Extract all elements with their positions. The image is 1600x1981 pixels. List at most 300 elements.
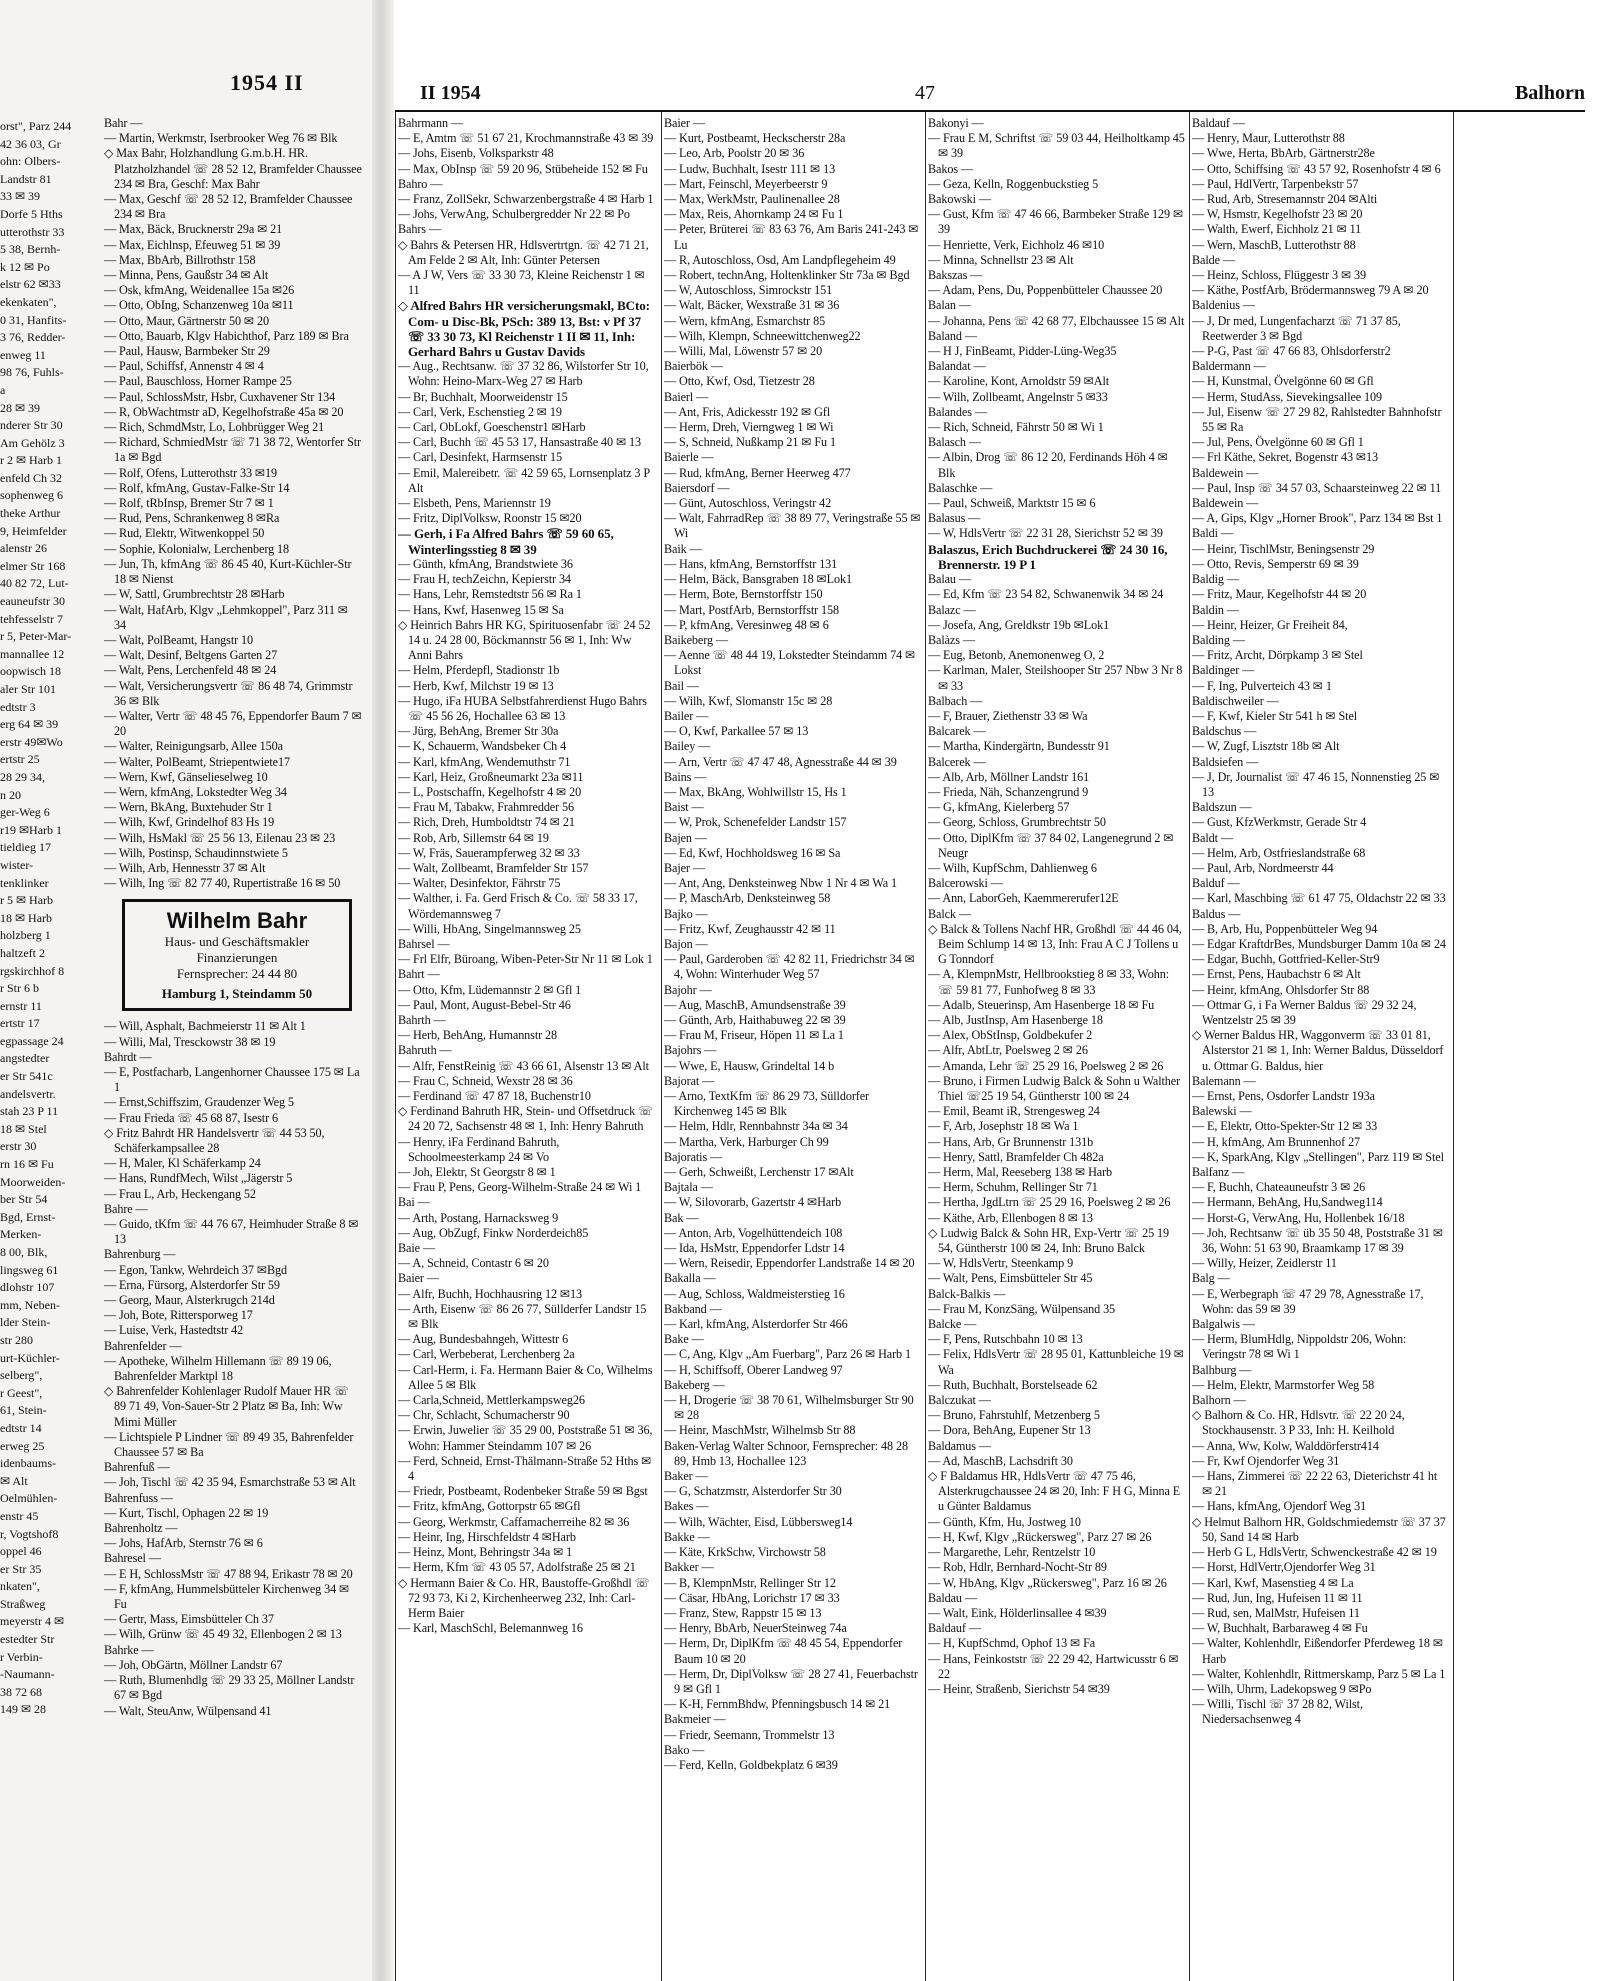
directory-entry: — Carl, Buchh ☏ 45 53 17, Hansastraße 40 ✉ 13 [398, 435, 641, 450]
directory-entry: — Herm, StudAss, Sievekingsallee 109 [1192, 389, 1383, 404]
left-page-fragment: 98 76, Fuhls- [0, 365, 64, 380]
directory-entry: Bahrenfuß — [104, 1460, 170, 1475]
directory-entry: — Adalb, Steuerinsp, Am Hasenberge 18 ✉ Fu [928, 997, 1155, 1012]
left-page-fragment: 61, Stein- [0, 1403, 47, 1418]
directory-entry: — Frau M, Tabakw, Frahmredder 56 [398, 800, 575, 815]
directory-entry: Bahrt — [398, 967, 440, 982]
directory-entry: Balau — [928, 572, 971, 587]
directory-entry: Balcke — [928, 1317, 977, 1332]
directory-entry: — Wilh, HsMakl ☏ 25 56 13, Eilenau 23 ✉ 23 [104, 830, 336, 845]
left-page-fragment: utterothstr 33 [0, 224, 65, 239]
directory-entry: Bakmeier — [664, 1712, 726, 1727]
directory-entry: — Georg, Werkmstr, Caffamacherreihe 82 ✉ 36 [398, 1514, 630, 1529]
left-page-fragment: haltzeft 2 [0, 945, 45, 960]
directory-entry: Bahrenholtz — [104, 1521, 178, 1536]
directory-entry: Bakszas — [928, 268, 983, 283]
directory-entry: — Ann, LaborGeh, Kaemmererufer12E [928, 891, 1119, 906]
directory-entry: — L, Postschaffn, Kegelhofstr 4 ✉ 20 [398, 784, 582, 799]
directory-entry: — Karl, Maschbing ☏ 61 47 75, Oldachstr 22 ✉ 33 [1192, 891, 1446, 906]
directory-entry: — Alfr, Buchh, Hochhausring 12 ✉13 [398, 1286, 583, 1301]
directory-entry: — Joh, Bote, Rittersporweg 17 [104, 1308, 253, 1323]
left-page-fragment: oopwisch 18 [0, 664, 61, 679]
left-page-fragment: wister- [0, 857, 34, 872]
directory-entry: — Wilh, Ing ☏ 82 77 40, Rupertistraße 16 ✉ 50 [104, 876, 341, 891]
directory-entry: — Gertr, Mass, Eimsbütteler Ch 37 [104, 1612, 274, 1627]
directory-entry: Baldauf — [1192, 116, 1245, 130]
directory-entry: — H, kfmAng, Am Brunnenhof 27 [1192, 1134, 1361, 1149]
book-gutter [372, 0, 394, 1981]
left-page-fragment: 33 ✉ 39 [0, 189, 41, 204]
directory-entry: — Aug, Bundesbahngeh, Wittestr 6 [398, 1332, 569, 1347]
directory-entry: Baier — [664, 116, 705, 130]
directory-entry: — Joh, ObGärtn, Möllner Landstr 67 [104, 1657, 283, 1672]
directory-entry: — R, ObWachtmstr aD, Kegelhofstraße 45a ✉ 20 [104, 404, 344, 419]
left-page-fragment: estedter Str [0, 1632, 55, 1647]
directory-entry: — Gerh, i Fa Alfred Bahrs ☏ 59 60 65, Winterlingsstieg 8 ✉ 39 [398, 526, 614, 557]
left-page-fragment: erweg 25 [0, 1438, 45, 1453]
directory-entry: — Günt, Autoschloss, Veringstr 42 [664, 496, 832, 511]
directory-entry: — Georg, Maur, Alsterkrugch 214d [104, 1293, 275, 1308]
advertisement-box [122, 899, 352, 1011]
directory-entry: — H J, FinBeamt, Pidder-Lüng-Weg35 [928, 344, 1117, 359]
left-page-fragment: Am Gehölz 3 [0, 435, 65, 450]
directory-entry: — Max, Reis, Ahornkamp 24 ✉ Fu 1 [664, 207, 844, 222]
directory-entry: Baldamus — [928, 1438, 991, 1453]
directory-entry: Balcarek — [928, 724, 986, 739]
directory-entry: — Kurt, Postbeamt, Heckscherstr 28a [664, 131, 846, 146]
directory-entry: — Rud, Arb, Stresemannstr 204 ✉Alti [1192, 192, 1378, 207]
directory-entry: Bahr — [104, 116, 143, 130]
directory-entry: Bako — [664, 1742, 705, 1757]
directory-entry: — Jürg, BehAng, Bremer Str 30a [398, 724, 559, 739]
directory-entry: — Gust, Kfm ☏ 47 46 66, Barmbeker Straße 129 ✉ 39 [928, 207, 1184, 237]
directory-entry: Bajko — [664, 906, 708, 921]
left-page-fragment: Merken- [0, 1227, 42, 1242]
left-page-fragment: r, Vogtshof8 [0, 1526, 59, 1541]
directory-entry: — Henriette, Verk, Eichholz 46 ✉10 [928, 237, 1105, 252]
left-page-fragment: r Geest", [0, 1385, 43, 1400]
directory-entry: — Karoline, Kont, Arnoldstr 59 ✉Alt [928, 374, 1110, 389]
directory-entry: — Karl, Heiz, Großneumarkt 23a ✉11 [398, 769, 584, 784]
left-page-fragment: 0 31, Hanfits- [0, 312, 67, 327]
directory-entry: — Carl, Verk, Eschenstieg 2 ✉ 19 [398, 404, 562, 419]
directory-entry: — Frau M, Friseur, Höpen 11 ✉ La 1 [664, 1028, 844, 1043]
left-page-fragment: a [0, 382, 6, 397]
directory-entry: — Paul, Bauschloss, Horner Rampe 25 [104, 374, 292, 389]
directory-entry: — Herm, Dreh, Vierngweg 1 ✉ Wi [664, 420, 834, 435]
directory-entry: — Ludw, Buchhalt, Isestr 111 ✉ 13 [664, 161, 836, 176]
directory-entry: — Helm, Arb, Ostfrieslandstraße 68 [1192, 845, 1366, 860]
directory-entry: ◇ Bahrenfelder Kohlenlager Rudolf Mauer HR ☏ 89 71 49, Von-Sauer-Str 2 Platz ✉ Ba, Inh: Ww Mimi Müller [104, 1384, 349, 1429]
directory-entry: — Herm, Schuhm, Rellinger Str 71 [928, 1180, 1098, 1195]
directory-entry: — W, HdlsVertr ☏ 22 31 28, Sierichstr 52 ✉ 39 [928, 526, 1163, 541]
directory-entry: — Carl, Werbeberat, Lerchenberg 2a [398, 1347, 575, 1362]
left-page-fragment: eauneufstr 30 [0, 594, 65, 609]
directory-entry: Bakos — [928, 161, 974, 176]
left-page-fragment: idenbaums- [0, 1456, 56, 1471]
directory-entry: — Wilh, Kwf, Slomanstr 15c ✉ 28 [664, 693, 833, 708]
directory-entry: — G, kfmAng, Kielerberg 57 [928, 800, 1070, 815]
directory-entry: — Willi, HbAng, Singelmannsweg 25 [398, 921, 581, 936]
directory-entry: Balck-Balkis — [928, 1286, 1006, 1301]
directory-entry: ◇ Ferdinand Bahruth HR, Stein- und Offsetdruck ☏ 24 20 72, Sachsenstr 48 ✉ 1, Inh: Henry Bahruth [398, 1104, 654, 1134]
directory-entry: — Br, Buchhalt, Moorweidenstr 15 [398, 389, 568, 404]
left-page-fragment: mannallee 12 [0, 646, 65, 661]
directory-entry: Bains — [664, 769, 707, 784]
directory-entry: — Hertha, JgdLtrn ☏ 25 29 16, Poelsweg 2 ✉ 26 [928, 1195, 1171, 1210]
directory-entry: — Helm, Elektr, Marmstorfer Weg 58 [1192, 1377, 1375, 1392]
directory-entry: — Otto, Kfm, Lüdemannstr 2 ✉ Gfl 1 [398, 982, 582, 997]
directory-entry: — Walter, Reinigungsarb, Allee 150a [104, 739, 283, 754]
directory-entry: — F, Buchh, Chateauneufstr 3 ✉ 26 [1192, 1180, 1366, 1195]
directory-entry: Baik — [664, 541, 702, 556]
directory-entry: — Otto, DiplKfm ☏ 37 84 02, Langenegrund 2 ✉ Neugr [928, 830, 1174, 860]
left-page-fragment: 8 00, Blk, [0, 1245, 48, 1259]
directory-entry: — Wilh, KupfSchm, Dahlienweg 6 [928, 860, 1097, 875]
directory-entry: — Martin, Werkmstr, Iserbrooker Weg 76 ✉ Blk [104, 131, 338, 146]
left-page-fragment: 28 29 34, [0, 769, 45, 784]
directory-entry: — Otto, ObIng, Schanzenweg 10a ✉11 [104, 298, 294, 313]
directory-entry: Baldinger — [1192, 663, 1255, 678]
directory-entry: — H, Kunstmal, Övelgönne 60 ✉ Gfl [1192, 374, 1374, 389]
left-page-fragment: ✉ Alt [0, 1473, 28, 1488]
directory-entry: — Walt, HafArb, Klgv „Lehmkoppel", Parz 311 ✉ 34 [104, 602, 348, 632]
ad-name: Wilhelm Bahr [166, 908, 308, 934]
left-page-fragment: enfeld Ch 32 [0, 470, 62, 485]
directory-entry: — Hans, RundfMech, Wilst „Jägerstr 5 [104, 1171, 293, 1186]
directory-entry: — Walter, Vertr ☏ 48 45 76, Eppendorfer Baum 7 ✉ 20 [104, 708, 362, 739]
left-page-fragment: 40 82 72, Lut- [0, 576, 69, 591]
left-page-fragment: dlohstr 107 [0, 1280, 55, 1295]
directory-entry: — Ad, MaschB, Lachsdrift 30 [928, 1453, 1073, 1468]
directory-entry: — Karl, kfmAng, Alsterdorfer Str 466 [664, 1317, 848, 1332]
directory-column-4 [928, 116, 1186, 1697]
directory-entry: ◇ Ludwig Balck & Sohn HR, Exp-Vertr ☏ 25 19 54, Güntherstr 100 ✉ 24, Inh: Bruno Balck [928, 1225, 1170, 1256]
directory-entry: — Herb, BehAng, Humannstr 28 [398, 1028, 558, 1043]
directory-entry: — Franz, ZollSekr, Schwarzenbergstraße 4 ✉ Harb 1 [398, 192, 654, 207]
directory-entry: Bakker — [664, 1560, 714, 1575]
directory-entry: — Alb, JustInsp, Am Hasenberge 18 [928, 1012, 1103, 1027]
directory-entry: Balazc — [928, 602, 976, 617]
directory-entry: — Rolf, Ofens, Lutterothstr 33 ✉19 [104, 465, 278, 480]
directory-entry: — F, kfmAng, Hummelsbütteler Kirchenweg 34 ✉ Fu [104, 1581, 350, 1612]
directory-entry: Balhorn — [1192, 1393, 1246, 1408]
directory-entry: Baiersdorf — [664, 480, 730, 495]
left-page-fragment: ekenkaten", [0, 294, 57, 309]
column-rule [661, 112, 662, 1981]
directory-entry: Baikeberg — [664, 632, 728, 647]
directory-entry: Bajon — [664, 936, 708, 951]
directory-entry: Bahrenfuss — [104, 1490, 173, 1505]
directory-entry: — Jul, Eisenw ☏ 27 29 82, Rahlstedter Bahnhofstr 55 ✉ Ra [1192, 404, 1442, 435]
ad-line: Haus- und Geschäftsmakler [164, 934, 310, 950]
directory-entry: Bak — [664, 1210, 699, 1225]
directory-entry: — Helm, Pferdepfl, Stadionstr 1b [398, 663, 560, 678]
directory-entry: — Fr, Kwf Ojendorfer Weg 31 [1192, 1453, 1340, 1468]
left-page-fragment: ernstr 11 [0, 998, 42, 1013]
directory-entry: Balde — [1192, 252, 1235, 267]
directory-entry: Balbach — [928, 693, 983, 708]
directory-entry: — W, Fräs, Sauerampferweg 32 ✉ 33 [398, 845, 580, 860]
directory-entry: — Mart, Feinschl, Meyerbeerstr 9 [664, 176, 828, 191]
directory-entry: Bajoratis — [664, 1149, 723, 1164]
directory-entry: — Frau Frieda ☏ 45 68 87, Isestr 6 [104, 1110, 278, 1125]
left-page-fragment: er Str 541c [0, 1069, 53, 1084]
directory-entry: Balan — [928, 298, 971, 313]
directory-entry: — Joh, Tischl ☏ 42 35 94, Esmarchstraße 53 ✉ Alt [104, 1475, 356, 1490]
directory-entry: — Karl, Kwf, Masenstieg 4 ✉ La [1192, 1575, 1354, 1590]
directory-entry: — Jul, Pens, Övelgönne 60 ✉ Gfl 1 [1192, 435, 1364, 450]
left-page-fragment: lingsweg 61 [0, 1262, 59, 1277]
directory-entry: — Ruth, Buchhalt, Borstelseade 62 [928, 1377, 1098, 1392]
left-page-fragment: erg 64 ✉ 39 [0, 717, 59, 732]
directory-entry: — Johs, HafArb, Sternstr 76 ✉ 6 [104, 1536, 263, 1551]
directory-entry: Balandat — [928, 359, 986, 374]
directory-entry: — Rolf, kfmAng, Gustav-Falke-Str 14 [104, 480, 290, 495]
directory-entry: Bail — [664, 678, 699, 693]
directory-entry: ◇ Balhorn & Co. HR, Hdlsvtr. ☏ 22 20 24, Stockhausenstr. 3 P 33, Inh: H. Keilhold [1192, 1408, 1405, 1438]
directory-entry: — Walther, i. Fa. Gerd Frisch & Co. ☏ 58 33 17, Wördemannsweg 7 [398, 891, 638, 921]
left-page-fragment: 149 ✉ 28 [0, 1702, 47, 1717]
directory-entry: Balhburg — [1192, 1362, 1252, 1377]
directory-entry: — Aug, Schloss, Waldmeisterstieg 16 [664, 1286, 845, 1301]
directory-entry: — Günth, Kfm, Hu, Jostweg 10 [928, 1514, 1081, 1529]
directory-entry: — G, Schatzmstr, Alsterdorfer Str 30 [664, 1484, 842, 1499]
directory-entry: — Joh, Rechtsanw ☏ üb 35 50 48, Poststraße 31 ✉ 36, Wohn: 51 63 90, Braamkamp 17 ✉ 39 [1192, 1225, 1443, 1256]
left-page-fragment: -Naumann- [0, 1667, 55, 1682]
ad-line: Fernsprecher: 24 44 80 [176, 966, 298, 982]
directory-entry: ◇ Alfred Bahrs HR versicherungsmakl, BCto: Com- u Disc-Bk, PSch: 389 13, Bst: v Pf 37 ☏ 33 30 73, Kl Reichenstr 1 II ✉ 11, Inh: Gerhard Bahrs u Gustav Davids [398, 298, 650, 360]
directory-entry: — A, KlempnMstr, Hellbrookstieg 8 ✉ 33, Wohn: ☏ 59 81 77, Funhofweg 8 ✉ 33 [928, 967, 1169, 997]
directory-entry: — Ida, HsMstr, Eppendorfer Ldstr 14 [664, 1241, 845, 1256]
directory-entry: Balemann — [1192, 1073, 1256, 1088]
directory-entry: — Frau M, KonzSäng, Wülpensand 35 [928, 1301, 1116, 1316]
directory-entry: ◇ Balck & Tollens Nachf HR, Großhdl ☏ 44 46 04, Beim Schlump 14 ✉ 13, Inh: Frau A C J Tollens u G Tonndorf [928, 921, 1182, 967]
directory-entry: — S, Schneid, Nußkamp 21 ✉ Fu 1 [664, 435, 836, 450]
directory-entry: — Ottmar G, i Fa Werner Baldus ☏ 29 32 24, Wentzelstr 25 ✉ 39 [1192, 997, 1417, 1027]
left-page-fragment: 18 ✉ Stel [0, 1121, 47, 1136]
directory-entry: — Wern, kfmAng, Lokstedter Weg 34 [104, 784, 287, 799]
directory-entry: Baierle — [664, 450, 714, 465]
directory-entry: — Carla,Schneid, Mettlerkampsweg26 [398, 1393, 585, 1408]
left-page-fragment: erstr 30 [0, 1139, 37, 1154]
directory-entry: — Walt, PolBeamt, Hangstr 10 [104, 632, 254, 647]
directory-entry: — Arth, Eisenw ☏ 86 26 77, Süllderfer Landstr 15 ✉ Blk [398, 1301, 647, 1332]
directory-entry: ◇ Max Bahr, Holzhandlung G.m.b.H. HR. Platzholzhandel ☏ 28 52 12, Bramfelder Chaussee 234 ✉ Bra, Geschf: Max Bahr [104, 146, 362, 191]
directory-entry: — Rud, Pens, Schrankenweg 8 ✉Ra [104, 511, 280, 526]
directory-entry: — Margarethe, Lehr, Rentzelstr 10 [928, 1545, 1096, 1560]
directory-entry: — Otto, Bauarb, Klgv Habichthof, Parz 189 ✉ Bra [104, 328, 349, 343]
directory-entry: — Wilh, Uhrm, Ladekopsweg 9 ✉Po [1192, 1681, 1372, 1696]
directory-entry: — Alfr, FenstReinig ☏ 43 66 61, Alsenstr 13 ✉ Alt [398, 1058, 649, 1073]
directory-entry: Baldszun — [1192, 800, 1252, 815]
left-page-fragment: r19 ✉Harb 1 [0, 822, 63, 837]
directory-entry: Bakband — [664, 1301, 722, 1316]
left-page-fragment: meyerstr 4 ✉ [0, 1614, 65, 1629]
directory-entry: — H, Schiffsoff, Oberer Landweg 97 [664, 1362, 843, 1377]
directory-entry: Balg — [1192, 1271, 1230, 1286]
left-page-fragment: rgskirchhof 8 [0, 963, 65, 978]
directory-entry: — W, Autoschloss, Simrockstr 151 [664, 283, 833, 298]
directory-entry: — Günth, kfmAng, Brandstwiete 36 [398, 556, 573, 571]
directory-entry: — Aug, MaschB, Amundsenstraße 39 [664, 997, 846, 1012]
left-page-fragment: orst", Parz 244 [0, 119, 72, 133]
directory-entry: — E, Elektr, Otto-Spekter-Str 12 ✉ 33 [1192, 1119, 1378, 1134]
directory-entry: — Rud, kfmAng, Berner Heerweg 477 [664, 465, 851, 480]
directory-entry: — Helm, Hdlr, Rennbahnstr 34a ✉ 34 [664, 1119, 848, 1134]
directory-entry: ◇ F Baldamus HR, HdlsVertr ☏ 47 75 46, Alsterkrugchaussee 24 ✉ 20, Inh: F H G, Minna E u Günter Baldamus [928, 1469, 1181, 1514]
directory-entry: — Joh, Elektr, St Georgstr 8 ✉ 1 [398, 1165, 556, 1180]
directory-entry: — A J W, Vers ☏ 33 30 73, Kleine Reichenstr 1 ✉ 11 [398, 268, 645, 298]
directory-entry: — Frieda, Näh, Schanzengrund 9 [928, 784, 1089, 799]
left-page-fragment: 9, Heimfelder [0, 523, 67, 538]
directory-entry: Bahrdt — [104, 1049, 152, 1064]
left-page-fragment: edtstr 14 [0, 1420, 42, 1435]
directory-entry: Bahrmann — [398, 116, 464, 130]
directory-entry: — P, MaschArb, Denksteinweg 58 [664, 891, 831, 906]
directory-entry: Bailer — [664, 708, 709, 723]
directory-entry: ◇ Werner Baldus HR, Waggonverm ☏ 33 01 81, Alsterstor 21 ✉ 1, Inh: Werner Baldus, Düsseldorf u. Ottmar G. Baldus, hier [1192, 1028, 1444, 1073]
directory-entry: — Cäsar, HbAng, Lorichstr 17 ✉ 33 [664, 1590, 840, 1605]
directory-entry: — Rolf, tRbInsp, Bremer Str 7 ✉ 1 [104, 496, 274, 511]
directory-entry: — F, Kwf, Kieler Str 541 h ✉ Stel [1192, 708, 1358, 723]
directory-entry: — Ernst, Pens, Haubachstr 6 ✉ Alt [1192, 967, 1361, 982]
directory-entry: — Gust, KfzWerkmstr, Gerade Str 4 [1192, 815, 1367, 830]
directory-entry: Bake — [664, 1332, 704, 1347]
directory-entry: — Egon, Tankw, Wehrdeich 37 ✉Bgd [104, 1262, 287, 1277]
left-page-fragment: r 5, Peter-Mar- [0, 629, 72, 644]
directory-entry: — Otto, Kwf, Osd, Tietzestr 28 [664, 374, 815, 389]
directory-entry: — Willi, Tischl ☏ 37 28 82, Wilst, Niedersachsenweg 4 [1192, 1697, 1363, 1727]
directory-entry: — Martha, Verk, Harburger Ch 99 [664, 1134, 829, 1149]
directory-entry: — E, Amtm ☏ 51 67 21, Krochmannstraße 43 ✉ 39 [398, 131, 654, 146]
left-page-fragment: ber Str 54 [0, 1192, 48, 1207]
directory-entry: — Walt, Pens, Eimsbütteler Str 45 [928, 1271, 1093, 1286]
directory-entry: — Walt, Desinf, Beltgens Garten 27 [104, 648, 278, 663]
directory-entry: — O, Kwf, Parkallee 57 ✉ 13 [664, 724, 809, 739]
directory-entry: — Frl Elfr, Büroang, Wiben-Peter-Str Nr 11 ✉ Lok 1 [398, 952, 653, 967]
directory-entry: — Wilh, Zollbeamt, Angelnstr 5 ✉33 [928, 389, 1108, 404]
left-page-fragment: 42 36 03, Gr [0, 136, 61, 151]
directory-entry: — Luise, Verk, Hastedtstr 42 [104, 1323, 244, 1338]
directory-entry: Baldermann — [1192, 359, 1266, 374]
directory-entry: — Herm, Mal, Reeseberg 138 ✉ Harb [928, 1165, 1113, 1180]
directory-entry: — Will, Asphalt, Bachmeierstr 11 ✉ Alt 1 [104, 1019, 306, 1034]
left-page-fragment: edtstr 3 [0, 699, 36, 714]
directory-entry: — Walter, Kohlenhdlr, Rittmerskamp, Parz 5 ✉ La 1 [1192, 1666, 1446, 1681]
directory-entry: — Arno, TextKfm ☏ 86 29 73, Sülldorfer Kirchenweg 145 ✉ Blk [664, 1089, 870, 1119]
directory-entry: — Hugo, iFa HUBA Selbstfahrerdienst Hugo Bahrs ☏ 45 56 26, Hochallee 63 ✉ 13 [398, 693, 647, 723]
directory-entry: Baken-Verlag Walter Schnoor, Fernsprecher: 48 28 89, Hmb 13, Hochallee 123 [664, 1438, 908, 1468]
left-page-fragment: enstr 45 [0, 1508, 39, 1523]
directory-entry: — Frau E M, Schriftst ☏ 59 03 44, Heilholtkamp 45 ✉ 39 [928, 131, 1185, 161]
directory-entry: — Willi, Mal, Löwenstr 57 ✉ 20 [664, 344, 823, 359]
directory-entry: — W, Zugf, Lisztstr 18b ✉ Alt [1192, 739, 1340, 754]
directory-entry: Bajohr — [664, 982, 712, 997]
directory-entry: — Ed, Kfm ☏ 23 54 82, Schwanenwik 34 ✉ 24 [928, 587, 1164, 602]
left-page-fragment: 38 72 68 [0, 1684, 42, 1699]
directory-entry: — E, Postfacharb, Langenhorner Chaussee 175 ✉ La 1 [104, 1064, 360, 1095]
directory-entry: — Paul, Schiffsf, Annenstr 4 ✉ 4 [104, 359, 264, 374]
directory-entry: Balcerek — [928, 754, 986, 769]
left-page-fragment: enweg 11 [0, 347, 46, 362]
directory-entry: Bahresel — [104, 1551, 161, 1566]
directory-entry: — Paul, Insp ☏ 34 57 03, Schaarsteinweg 22 ✉ 11 [1192, 480, 1442, 495]
directory-entry: — Fritz, Kwf, Zeughausstr 42 ✉ 11 [664, 921, 836, 936]
directory-entry: — Rob, Arb, Sillemstr 64 ✉ 19 [398, 830, 549, 845]
left-page-fragment: aler Str 101 [0, 682, 56, 696]
directory-entry: — Heinz, Mont, Behringstr 34a ✉ 1 [398, 1545, 573, 1560]
directory-entry: Balcerowski — [928, 876, 1003, 891]
directory-entry: — Martha, Kindergärtn, Bundesstr 91 [928, 739, 1110, 754]
directory-entry: — Walth, Ewerf, Eichholz 21 ✉ 11 [1192, 222, 1362, 237]
directory-entry: — A, Schneid, Contastr 6 ✉ 20 [398, 1256, 549, 1271]
directory-entry: — Wilh, Postinsp, Schaudinnstwiete 5 [104, 845, 288, 860]
left-page-fragment: elmer Str 168 [0, 558, 66, 573]
directory-entry: — K, SparkAng, Klgv „Stellingen", Parz 119 ✉ Stel [1192, 1149, 1444, 1164]
directory-entry: — Alex, ObStInsp, Goldbekufer 2 [928, 1028, 1093, 1043]
directory-entry: — Fritz, Maur, Kegelhofstr 44 ✉ 20 [1192, 587, 1367, 602]
directory-entry: — Walt, SteuAnw, Wülpensand 41 [104, 1703, 272, 1718]
left-page-fragment: mm, Neben- [0, 1297, 60, 1312]
directory-entry: — Georg, Schloss, Grumbrechtstr 50 [928, 815, 1106, 830]
directory-entry: — Erna, Fürsorg, Alsterdorfer Str 59 [104, 1277, 280, 1292]
directory-column-1 [104, 116, 362, 1719]
left-page-fragment: ertstr 17 [0, 1016, 40, 1031]
directory-entry: Balàzs — [928, 632, 975, 647]
directory-entry: — Rich, Dreh, Humboldtstr 74 ✉ 21 [398, 815, 575, 830]
directory-entry: Baier — [398, 1271, 439, 1286]
directory-entry: Bahrs — [398, 222, 441, 237]
directory-entry: — Ernst, Pens, Osdorfer Landstr 193a [1192, 1089, 1375, 1103]
directory-entry: — Wwe, E, Hausw, Grindeltal 14 b [664, 1058, 835, 1073]
directory-entry: — Max, BkAng, Wohlwillstr 15, Hs 1 [664, 784, 847, 799]
directory-entry: — Ant, Fris, Adickesstr 192 ✉ Gfl [664, 404, 831, 419]
column-rule [925, 112, 926, 1981]
directory-entry: Bahrke — [104, 1642, 154, 1657]
directory-entry: — Herm, Dr, DiplVolksw ☏ 28 27 41, Feuerbachstr 9 ✉ Gfl 1 [664, 1666, 918, 1696]
left-page-fragment: tieldieg 17 [0, 840, 51, 855]
directory-entry: — Edgar KraftdrBes, Mundsburger Damm 10a ✉ 24 [1192, 936, 1446, 951]
directory-entry: — Hans, Zimmerei ☏ 22 22 63, Dieterichstr 41 ht ✉ 21 [1192, 1469, 1438, 1499]
directory-entry: — F, Brauer, Ziethenstr 33 ✉ Wa [928, 708, 1088, 723]
directory-entry: — Wilh, Klempn, Schneewittchenweg22 [664, 328, 861, 343]
directory-entry: — Bruno, Fahrstuhlf, Metzenberg 5 [928, 1408, 1100, 1423]
directory-entry: Baie — [398, 1241, 435, 1256]
left-page-fragment: tehfesselstr 7 [0, 611, 63, 626]
directory-entry: — Wern, BkAng, Buxtehuder Str 1 [104, 800, 273, 815]
left-page-fragment: str 280 [0, 1332, 33, 1347]
directory-entry: — Heinr, Straßenb, Sierichstr 54 ✉39 [928, 1681, 1110, 1696]
directory-entry: — Heinz, Schloss, Flüggestr 3 ✉ 39 [1192, 268, 1367, 283]
directory-entry: — H, Kwf, Klgv „Rückersweg", Parz 27 ✉ 26 [928, 1529, 1152, 1544]
directory-entry: — Paul, Arb, Nordmeerstr 44 [1192, 860, 1334, 875]
directory-entry: — Kurt, Tischl, Ophagen 22 ✉ 19 [104, 1505, 269, 1520]
column-rule [1189, 112, 1190, 1981]
directory-entry: — E H, SchlossMstr ☏ 47 88 94, Erikastr 78 ✉ 20 [104, 1566, 353, 1581]
directory-entry: — Felix, HdlsVertr ☏ 28 95 01, Kattunbleiche 19 ✉ Wa [928, 1347, 1184, 1377]
directory-entry: — Käthe, Arb, Ellenbogen 8 ✉ 13 [928, 1210, 1093, 1225]
directory-entry: Baldau — [928, 1590, 977, 1605]
directory-entry: — F, Pens, Rutschbahn 10 ✉ 13 [928, 1332, 1083, 1347]
directory-entry: Baldewein — [1192, 496, 1259, 511]
directory-column-3 [664, 116, 922, 1773]
directory-entry: — B, KlempnMstr, Rellinger Str 12 [664, 1575, 836, 1590]
directory-entry: — Anton, Arb, Vogelhüttendeich 108 [664, 1225, 843, 1240]
directory-entry: — Franz, Stew, Rappstr 15 ✉ 13 [664, 1605, 822, 1620]
directory-entry: — Leo, Arb, Poolstr 20 ✉ 36 [664, 146, 805, 161]
directory-entry: — Guido, tKfm ☏ 44 76 67, Heimhuder Straße 8 ✉ 13 [104, 1217, 359, 1247]
